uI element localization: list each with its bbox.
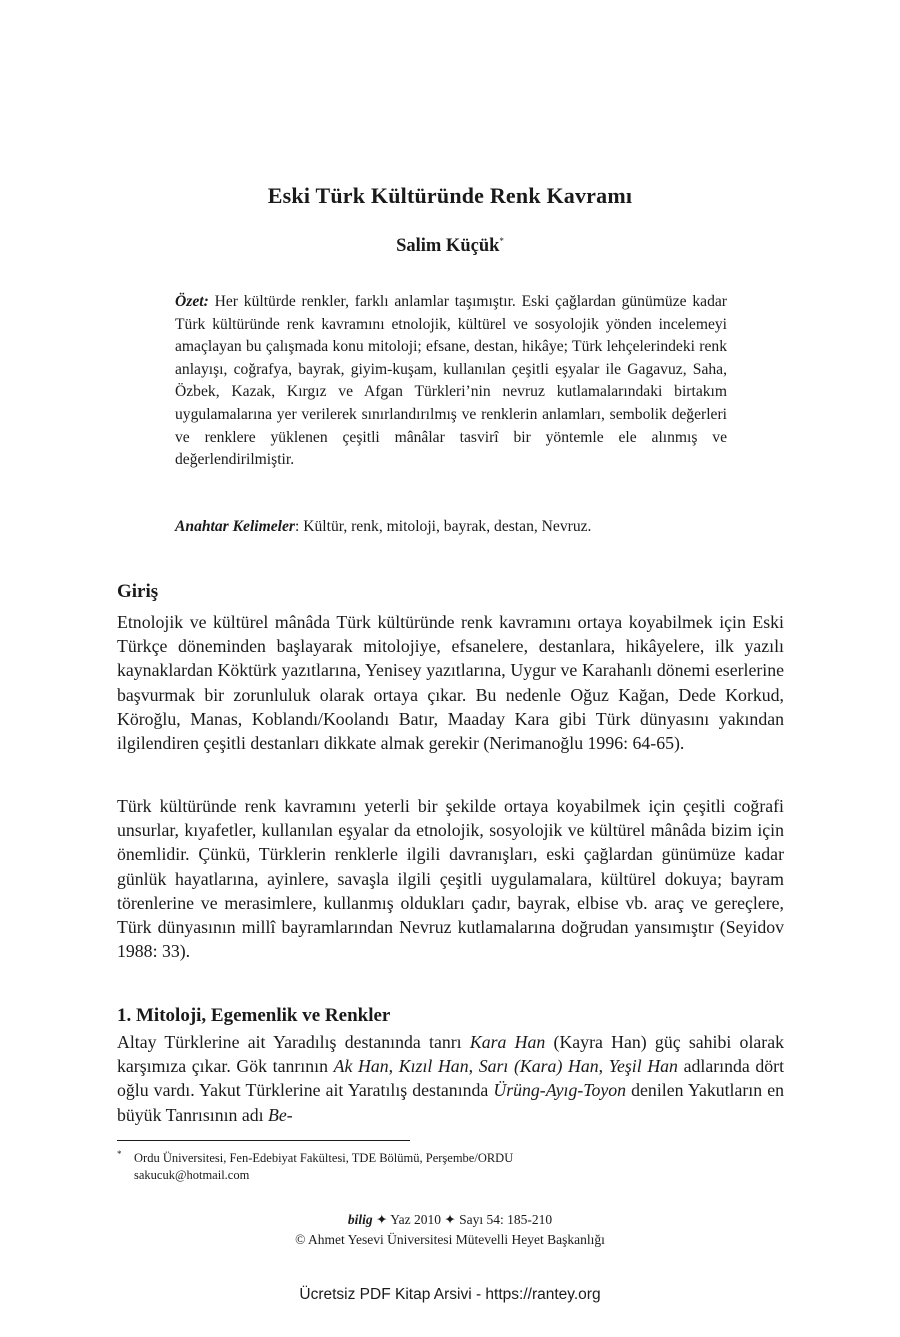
text-run: (Kayra Han) güç sahibi olarak karşımıza çıkar. Gök tanrının [117, 1032, 784, 1077]
footnote-mark: * [117, 1149, 122, 1159]
keywords [175, 516, 727, 538]
text-run: , [598, 1056, 609, 1077]
keywords-text: : Kültür, renk, mitoloji, bayrak, destan, Nevruz. [295, 518, 592, 535]
italic-term: Kızıl Han [398, 1056, 469, 1077]
section-heading-giris: Giriş [117, 581, 159, 602]
author-footnote-mark: * [499, 236, 504, 246]
footnote-email: sakucuk@hotmail.com [134, 1168, 250, 1182]
text-run: Altay Türklerine ait Yaradılış destanında tanrı [117, 1032, 470, 1052]
abstract-text: Her kültürde renkler, farklı anlamlar taşımıştır. Eski çağlardan günümüze kadar Türk kültüründe renk kavramını etnolojik, kültürel ve sosyolojik yönden incelemeyi amaçlayan bu çalışmada konu mitoloji; efsane, destan, hikâye; Türk lehçelerindeki renk anlayışı, coğrafya, bayrak, giyim-kuşam, kullanılan çeşitli eşyalar ile Gagavuz, Saha, Özbek, Kazak, Kırgız ve Afgan Türkleri’nin nevruz kutlamalarındaki birtakım uygulamalarına yer verilerek sınırlandırılmış ve renklerin anlamları, sembolik değerleri ve renklere yüklenen çeşitli mânâlar tasvirî bir yöntemle ele alınmış ve değerlendirilmiştir. [175, 293, 727, 469]
italic-term: Ak Han [333, 1056, 389, 1077]
journal-issue: Sayı 54: 185-210 [459, 1212, 553, 1227]
journal-info [0, 1210, 900, 1250]
section-heading-1: 1. Mitoloji, Egemenlik ve Renkler [117, 1005, 391, 1026]
journal-name: bilig [347, 1212, 373, 1227]
text-run: , [388, 1056, 399, 1077]
separator-icon: ✦ [376, 1212, 388, 1227]
italic-term: Ürüng-Ayıg-Toyon [493, 1080, 627, 1101]
section-1-paragraph [117, 1030, 784, 1127]
text-run: denilen Yakutların en büyük Tanrısının adı [117, 1080, 784, 1125]
text-run: adlarında dört oğlu vardı. Yakut Türklerine ait Yaratılış destanında [117, 1056, 785, 1101]
journal-season: Yaz 2010 [390, 1212, 442, 1227]
italic-term: Kara Han [469, 1032, 546, 1052]
author-line [0, 236, 900, 257]
article-title: Eski Türk Kültüründe Renk Kavramı [267, 183, 633, 208]
italic-term: Yeşil Han [608, 1056, 678, 1077]
keywords-label: Anahtar Kelimeler [175, 518, 295, 535]
author-name: Salim Küçük [396, 236, 500, 256]
source-line: Ücretsiz PDF Kitap Arsivi - https://rantey.org [299, 1286, 601, 1303]
intro-paragraph-2: Türk kültüründe renk kavramını yeterli bir şekilde ortaya koyabilmek için çeşitli coğrafi unsurlar, kıyafetler, kullanılan eşyalar da etnolojik, sosyolojik ve kültürel mânâda bizim için önemlidir. Çünkü, Türklerin renklerle ilgili davranışları, eski çağlardan günümüze kadar günlük hayatlarına, ayinlere, savaşla ilgili çeşitli uygulamalara, kültürel dokuya; bayram törenlerine ve merasimlere, kullanmış oldukları çadır, bayrak, elbise vb. araç ve gereçlere, Türk dünyasının millî bayramlarından Nevruz kutlamalarına doğrudan yansımıştır (Seyidov 1988: 33). [117, 796, 784, 962]
separator-icon: ✦ [444, 1212, 456, 1227]
footnote-divider [117, 1140, 410, 1141]
abstract-label: Özet: [175, 293, 209, 310]
italic-term: Sarı (Kara) Han [478, 1056, 599, 1077]
journal-copyright: © Ahmet Yesevi Üniversitesi Mütevelli Heyet Başkanlığı [295, 1232, 605, 1247]
footnote-affiliation: Ordu Üniversitesi, Fen-Edebiyat Fakültesi, TDE Bölümü, Perşembe/ORDU [134, 1151, 514, 1165]
footnote [117, 1150, 717, 1184]
italic-term: Be- [268, 1104, 293, 1125]
journal-citation [0, 1210, 900, 1230]
text-run: , [468, 1056, 479, 1077]
abstract [175, 291, 727, 472]
intro-paragraph-1: Etnolojik ve kültürel mânâda Türk kültüründe renk kavramını ortaya koyabilmek için Eski Türkçe döneminden başlayarak mitolojiye, efsanelere, destanlara, hikâyelere, ilk yazılı kaynaklardan Köktürk yazıtlarına, Yenisey yazıtlarına, Uygur ve Karahanlı dönemi eserlerine başvurmak bir zorunluluk olarak ortaya çıkar. Bu nedenle Oğuz Kağan, Dede Korkud, Köroğlu, Manas, Koblandı/Koolandı Batır, Maaday Kara gibi Türk dünyasını yakından ilgilendiren çeşitli destanları dikkate almak gerekir (Nerimanoğlu 1996: 64-65). [117, 612, 784, 754]
